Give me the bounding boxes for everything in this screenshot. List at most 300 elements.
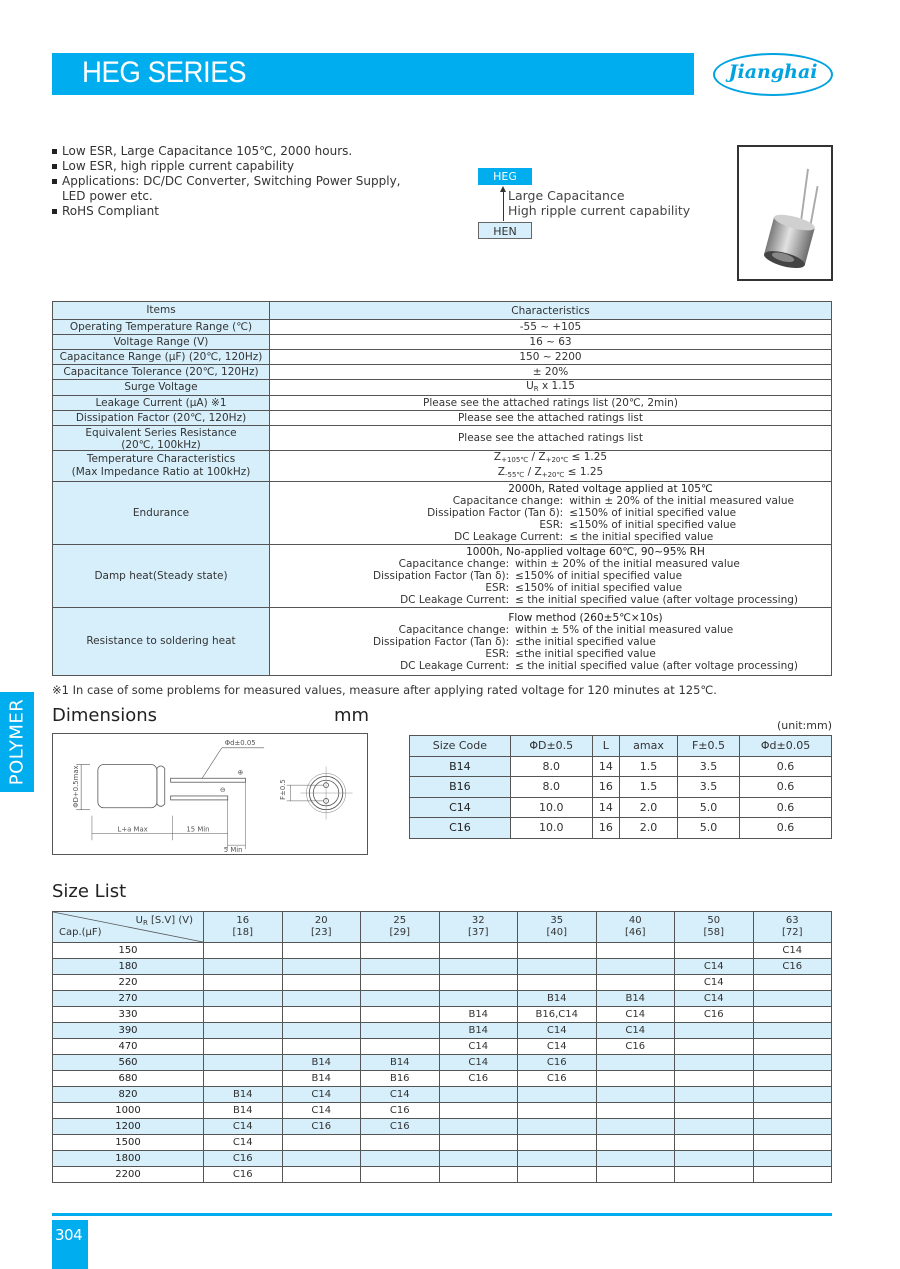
size-code-cell — [596, 975, 675, 991]
size-code: B16 — [410, 777, 511, 798]
size-code-cell — [518, 1135, 597, 1151]
subscript: -55℃ — [505, 471, 525, 479]
rated-voltage: 50 — [707, 915, 721, 926]
size-code-cell — [361, 1007, 440, 1023]
capacitance-value: 270 — [53, 991, 204, 1007]
column-header: amax — [620, 736, 678, 757]
size-code-cell — [518, 1167, 597, 1183]
table-row — [53, 411, 832, 426]
column-header: L — [592, 736, 619, 757]
table-row — [410, 797, 832, 818]
symbol-u: U — [135, 915, 143, 926]
condition-list — [427, 495, 794, 543]
condition-heading: 1000h, No-applied voltage 60℃, 90~95% RH — [466, 546, 705, 558]
voltage-header — [753, 912, 832, 943]
spec-item: Voltage Range (V) — [53, 335, 270, 350]
size-code-cell — [361, 975, 440, 991]
size-code-cell — [596, 1119, 675, 1135]
size-code-cell — [439, 975, 518, 991]
condition-heading: 2000h, Rated voltage applied at 105℃ — [508, 483, 713, 495]
spec-item: Leakage Current (μA) ※1 — [53, 396, 270, 411]
subscript: R — [142, 919, 148, 927]
dimension-value: 0.6 — [740, 756, 832, 777]
size-code-cell — [204, 1055, 283, 1071]
capacitance-value: 2200 — [53, 1167, 204, 1183]
surge-voltage: [29] — [389, 927, 411, 938]
surge-voltage: [72] — [781, 927, 803, 938]
condition-key: ESR: — [539, 519, 564, 531]
dimension-value: 0.6 — [740, 777, 832, 798]
specifications-table — [52, 301, 832, 676]
size-code-cell — [204, 975, 283, 991]
capacitance-value: 470 — [53, 1039, 204, 1055]
desc-line: High ripple current capability — [508, 203, 691, 218]
size-list-heading: Size List — [52, 881, 127, 902]
feature-list — [52, 144, 401, 219]
arrow-line — [503, 190, 504, 221]
table-row — [53, 545, 832, 608]
dimension-value: 14 — [592, 797, 619, 818]
size-code-cell — [675, 1023, 754, 1039]
table-row — [410, 818, 832, 839]
table-row — [53, 426, 832, 451]
table-row — [53, 1119, 832, 1135]
surge-voltage: [37] — [467, 927, 489, 938]
rated-voltage: 25 — [393, 915, 407, 926]
size-code-cell: C14 — [204, 1119, 283, 1135]
size-code-cell — [282, 991, 361, 1007]
size-code-cell: C16 — [518, 1071, 597, 1087]
capacitance-axis-label: Cap.(μF) — [59, 927, 102, 938]
size-code-cell — [204, 991, 283, 1007]
size-code: C14 — [410, 797, 511, 818]
capacitance-value: 390 — [53, 1023, 204, 1039]
condition-value: within ± 20% of the initial measured value — [569, 495, 794, 507]
capacitor-photo-icon — [739, 147, 831, 279]
condition-value: ≤ the initial specified value — [569, 531, 714, 543]
table-row — [53, 1151, 832, 1167]
size-code-cell — [596, 943, 675, 959]
size-code-cell: B14 — [439, 1007, 518, 1023]
spec-item: Capacitance Range (μF) (20℃, 120Hz) — [53, 350, 270, 365]
condition-value: ≤ the initial specified value (after voltage processing) — [515, 594, 798, 606]
size-code-cell: C16 — [204, 1151, 283, 1167]
size-code-cell: B14 — [361, 1055, 440, 1071]
capacitance-value: 150 — [53, 943, 204, 959]
capacitance-value: 1000 — [53, 1103, 204, 1119]
item-line: (Max Impedance Ratio at 100kHz) — [71, 466, 251, 478]
voltage-header — [596, 912, 675, 943]
table-row — [53, 1135, 832, 1151]
column-header-characteristics: Characteristics — [270, 302, 832, 320]
feature-item: Low ESR, high ripple current capability — [52, 159, 401, 174]
condition-key: ESR: — [485, 582, 510, 594]
condition-key: ESR: — [485, 647, 510, 660]
size-code-cell — [753, 991, 832, 1007]
size-code-cell: B14 — [282, 1071, 361, 1087]
category-side-tab — [0, 692, 34, 792]
soldering-heat-conditions — [373, 612, 798, 672]
size-code-cell — [753, 1007, 832, 1023]
dimensions-heading: Dimensions — [52, 705, 158, 726]
dimension-value: 2.0 — [620, 797, 678, 818]
size-code-cell: C16 — [596, 1039, 675, 1055]
size-code-cell — [361, 1151, 440, 1167]
size-code-cell — [596, 1135, 675, 1151]
feature-item: RoHS Compliant — [52, 204, 401, 219]
capacitance-value: 1500 — [53, 1135, 204, 1151]
size-code-cell: C16 — [204, 1167, 283, 1183]
spec-item: Operating Temperature Range (℃) — [53, 320, 270, 335]
size-code-cell: C16 — [282, 1119, 361, 1135]
size-code-cell — [204, 943, 283, 959]
size-code-cell: C14 — [204, 1135, 283, 1151]
size-code-cell — [596, 1103, 675, 1119]
size-code-cell — [282, 943, 361, 959]
spec-value — [270, 380, 832, 396]
dimension-value: 0.6 — [740, 797, 832, 818]
size-code-cell — [439, 1151, 518, 1167]
size-code-cell — [675, 943, 754, 959]
table-row — [53, 335, 832, 350]
size-code-cell — [753, 1103, 832, 1119]
condition-value: ≤150% of initial specified value — [515, 582, 683, 594]
table-row — [53, 959, 832, 975]
page-number: 304 — [55, 1226, 83, 1244]
size-code-cell — [753, 975, 832, 991]
table-row — [53, 1103, 832, 1119]
item-line: Temperature Characteristics — [86, 453, 236, 465]
size-code-cell — [675, 1103, 754, 1119]
plus-mark: ⊕ — [237, 768, 244, 777]
page-number-box — [52, 1220, 88, 1269]
size-code: C16 — [410, 818, 511, 839]
table-row — [53, 608, 832, 676]
surge-voltage: [18] — [232, 927, 254, 938]
size-code-cell — [439, 1087, 518, 1103]
feature-item: Applications: DC/DC Converter, Switching Power Supply, — [52, 174, 401, 189]
size-code-cell: B16 — [361, 1071, 440, 1087]
rated-voltage: 20 — [314, 915, 328, 926]
jianghai-logo — [713, 53, 833, 96]
size-code-cell — [361, 1167, 440, 1183]
subscript: +105℃ — [501, 456, 529, 464]
impedance-ratio-line: $Z_{-55℃} / Z_{+20℃} \le 1.25$ — [497, 466, 604, 479]
size-code-cell — [753, 1055, 832, 1071]
size-code-cell: C16 — [361, 1103, 440, 1119]
capacitance-value: 180 — [53, 959, 204, 975]
size-code-cell — [596, 1071, 675, 1087]
condition-key: Capacitance change: — [452, 495, 564, 507]
size-code-cell — [204, 1039, 283, 1055]
size-code-cell — [596, 959, 675, 975]
size-code-cell: B14 — [282, 1055, 361, 1071]
size-code-cell — [361, 959, 440, 975]
size-code-cell: B16,C14 — [518, 1007, 597, 1023]
feature-item-continued: LED power etc. — [62, 189, 153, 203]
size-code-cell — [439, 991, 518, 1007]
size-code-cell: C14 — [361, 1087, 440, 1103]
rated-voltage: 32 — [471, 915, 485, 926]
limit: ≤ 1.25 — [567, 466, 604, 478]
size-code-cell — [204, 1023, 283, 1039]
dimension-value: 8.0 — [510, 777, 592, 798]
table-row — [53, 1039, 832, 1055]
size-code-cell — [518, 1151, 597, 1167]
table-row — [53, 991, 832, 1007]
spec-item: Surge Voltage — [53, 380, 270, 396]
size-code-cell — [518, 975, 597, 991]
table-row — [53, 320, 832, 335]
table-row — [53, 943, 832, 959]
table-row — [410, 777, 832, 798]
dimension-value: 1.5 — [620, 777, 678, 798]
dimension-value: 5.0 — [677, 797, 739, 818]
minus-mark: ⊖ — [219, 786, 226, 795]
condition-value: ≤the initial specified value — [515, 635, 656, 648]
surge-voltage: [23] — [310, 927, 332, 938]
size-code-cell — [518, 1119, 597, 1135]
drawing-label: F±0.5 — [278, 779, 287, 800]
drawing-label: 5 Min — [223, 846, 243, 854]
dimension-value: 3.5 — [677, 756, 739, 777]
table-row — [53, 1071, 832, 1087]
condition-key: Dissipation Factor (Tan δ): — [373, 570, 510, 582]
size-code-cell — [282, 1135, 361, 1151]
table-row — [53, 365, 832, 380]
page-title: HEG SERIES — [82, 56, 247, 89]
size-code: B14 — [410, 756, 511, 777]
spec-value — [270, 545, 832, 608]
spec-item: Dissipation Factor (20℃, 120Hz) — [53, 411, 270, 426]
size-code-cell: C14 — [675, 959, 754, 975]
size-code-cell: B14 — [439, 1023, 518, 1039]
logo-text: Jianghai — [728, 61, 818, 83]
size-code-cell — [439, 1167, 518, 1183]
voltage-axis-label — [136, 915, 193, 929]
size-code-cell — [675, 1071, 754, 1087]
impedance-ratio-line: $Z_{+105℃} / Z_{+20℃} \le 1.25$ — [493, 451, 608, 464]
label-suffix: [S.V] (V) — [147, 915, 193, 926]
desc-line: Large Capacitance — [508, 188, 625, 203]
condition-list — [373, 558, 798, 606]
table-row — [53, 975, 832, 991]
table-row — [53, 1023, 832, 1039]
unit-label: (unit:mm) — [776, 719, 832, 732]
spec-value: Please see the attached ratings list (20℃, 2min) — [270, 396, 832, 411]
size-code-cell: B14 — [596, 991, 675, 1007]
spec-value: -55 ~ +105 — [270, 320, 832, 335]
series-box-hen: HEN — [478, 222, 532, 239]
spec-value: ± 20% — [270, 365, 832, 380]
size-code-cell — [282, 1167, 361, 1183]
rated-voltage: 16 — [236, 915, 250, 926]
table-row — [53, 1055, 832, 1071]
drawing-label: 15 Min — [186, 825, 210, 834]
size-code-cell — [753, 1087, 832, 1103]
size-code-cell — [675, 1087, 754, 1103]
size-code-cell: C14 — [596, 1023, 675, 1039]
column-header: Size Code — [410, 736, 511, 757]
dimension-value: 14 — [592, 756, 619, 777]
size-code-cell — [753, 1023, 832, 1039]
rated-voltage: 35 — [550, 915, 564, 926]
size-code-cell: B14 — [204, 1087, 283, 1103]
spec-value — [270, 451, 832, 482]
spec-value — [270, 482, 832, 545]
dimension-value: 1.5 — [620, 756, 678, 777]
condition-key: DC Leakage Current: — [454, 531, 564, 543]
size-code-cell — [204, 1007, 283, 1023]
column-header: Φd±0.05 — [740, 736, 832, 757]
item-line: Equivalent Series Resistance — [85, 426, 237, 439]
spec-value: 16 ~ 63 — [270, 335, 832, 350]
surge-voltage: [40] — [546, 927, 568, 938]
size-code-cell — [596, 1167, 675, 1183]
size-list-table — [52, 911, 832, 1183]
size-code-cell — [596, 1055, 675, 1071]
condition-key: Dissipation Factor (Tan δ): — [373, 635, 510, 648]
condition-value: ≤the initial specified value — [515, 647, 656, 660]
spec-value: 150 ~ 2200 — [270, 350, 832, 365]
spec-value: Please see the attached ratings list — [270, 411, 832, 426]
condition-value: ≤150% of initial specified value — [515, 570, 683, 582]
dimension-value: 10.0 — [510, 818, 592, 839]
capacitance-value: 680 — [53, 1071, 204, 1087]
size-code-cell — [282, 1151, 361, 1167]
drawing-label: L+a Max — [117, 825, 148, 834]
dimensions-table — [409, 735, 832, 839]
size-code-cell — [675, 1119, 754, 1135]
size-code-cell: C16 — [675, 1007, 754, 1023]
subscript: +20℃ — [545, 456, 569, 464]
size-code-cell — [361, 1135, 440, 1151]
table-row — [410, 756, 832, 777]
size-code-cell — [675, 1151, 754, 1167]
size-code-cell — [282, 1023, 361, 1039]
dimension-value: 16 — [592, 818, 619, 839]
size-code-cell: C14 — [439, 1055, 518, 1071]
size-code-cell — [204, 959, 283, 975]
size-code-cell: C16 — [361, 1119, 440, 1135]
size-code-cell — [753, 1151, 832, 1167]
size-code-cell — [361, 991, 440, 1007]
rated-voltage: 63 — [785, 915, 799, 926]
table-row — [53, 1167, 832, 1183]
size-code-cell — [518, 959, 597, 975]
condition-value: ≤150% of initial specified value — [569, 507, 737, 519]
series-box-heg: HEG — [478, 168, 532, 185]
spec-item: Damp heat(Steady state) — [53, 545, 270, 608]
surge-voltage: [58] — [703, 927, 725, 938]
size-code-cell: C14 — [282, 1103, 361, 1119]
spec-value — [270, 608, 832, 676]
size-code-cell — [282, 1039, 361, 1055]
voltage-header — [439, 912, 518, 943]
size-code-cell — [439, 1103, 518, 1119]
size-code-cell: B14 — [204, 1103, 283, 1119]
capacitor-outline-icon — [53, 734, 367, 854]
table-row — [53, 396, 832, 411]
capacitance-value: 330 — [53, 1007, 204, 1023]
condition-heading: Flow method (260±5℃×10s) — [508, 611, 663, 624]
dimension-value: 0.6 — [740, 818, 832, 839]
capacitance-value: 1800 — [53, 1151, 204, 1167]
subscript: +20℃ — [541, 471, 565, 479]
size-code-cell — [675, 1135, 754, 1151]
size-code-cell — [596, 1087, 675, 1103]
dimensions-unit: mm — [334, 705, 370, 726]
endurance-conditions — [427, 483, 794, 543]
voltage-header — [675, 912, 754, 943]
footnote: ※1 In case of some problems for measured values, measure after applying rated voltage for 120 minutes at 125℃. — [52, 683, 717, 697]
size-code-cell — [282, 975, 361, 991]
size-code-cell — [753, 1039, 832, 1055]
size-code-cell — [675, 1055, 754, 1071]
capacitance-value: 220 — [53, 975, 204, 991]
size-code-cell — [753, 1167, 832, 1183]
size-code-cell — [518, 1087, 597, 1103]
spec-value: Please see the attached ratings list — [270, 426, 832, 451]
size-code-cell: C16 — [439, 1071, 518, 1087]
dimension-drawing — [52, 733, 368, 855]
size-code-cell — [204, 1071, 283, 1087]
size-code-cell — [753, 1135, 832, 1151]
condition-key: Capacitance change: — [398, 558, 510, 570]
column-header: ΦD±0.5 — [510, 736, 592, 757]
feature-item: Low ESR, Large Capacitance 105℃, 2000 hours. — [52, 144, 401, 159]
voltage-header — [204, 912, 283, 943]
capacitance-value: 560 — [53, 1055, 204, 1071]
size-code-cell: C14 — [518, 1039, 597, 1055]
table-row — [53, 350, 832, 365]
condition-value: ≤150% of initial specified value — [569, 519, 737, 531]
rated-voltage: 40 — [628, 915, 642, 926]
surge-voltage: [46] — [624, 927, 646, 938]
footer-divider — [52, 1213, 832, 1216]
size-code-cell — [282, 1007, 361, 1023]
voltage-header — [282, 912, 361, 943]
table-row — [53, 1007, 832, 1023]
capacitance-value: 1200 — [53, 1119, 204, 1135]
column-header: F±0.5 — [677, 736, 739, 757]
size-code-cell: C14 — [675, 975, 754, 991]
spec-item: Endurance — [53, 482, 270, 545]
dimension-value: 2.0 — [620, 818, 678, 839]
size-code-cell — [596, 1151, 675, 1167]
size-code-cell — [518, 943, 597, 959]
size-code-cell: C16 — [753, 959, 832, 975]
condition-value: ≤ the initial specified value (after voltage processing) — [515, 659, 798, 672]
column-header-items: Items — [53, 302, 270, 320]
condition-value: within ± 5% of the initial measured value — [515, 623, 734, 636]
damp-heat-conditions — [373, 546, 798, 606]
subscript: R — [533, 385, 539, 393]
table-row — [53, 380, 832, 396]
condition-key: Dissipation Factor (Tan δ): — [427, 507, 564, 519]
condition-list — [373, 624, 798, 672]
product-photo — [737, 145, 833, 281]
limit: ≤ 1.25 — [571, 451, 608, 463]
size-code-cell: B14 — [518, 991, 597, 1007]
dimension-value: 3.5 — [677, 777, 739, 798]
dimension-value: 5.0 — [677, 818, 739, 839]
size-code-cell — [361, 1039, 440, 1055]
size-code-cell — [753, 1119, 832, 1135]
dimension-value: 16 — [592, 777, 619, 798]
side-tab-label: POLYMER — [6, 698, 28, 786]
spec-item: Capacitance Tolerance (20℃, 120Hz) — [53, 365, 270, 380]
